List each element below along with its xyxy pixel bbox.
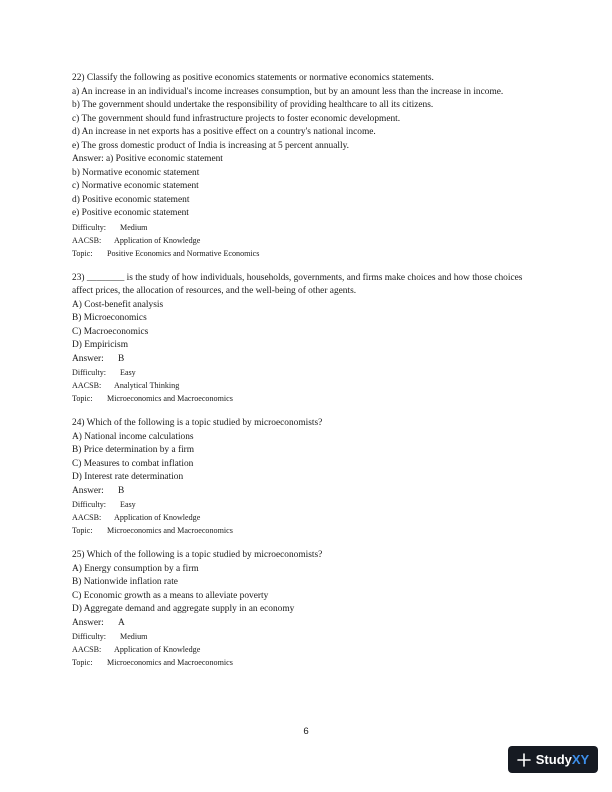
aacsb-label: AACSB: — [72, 381, 102, 390]
aacsb — [72, 379, 542, 392]
aacsb-label: AACSB: — [72, 235, 102, 245]
answer-line — [72, 153, 542, 167]
topic-value: Positive Economics and Normative Economics — [107, 248, 260, 258]
topic — [72, 392, 542, 405]
aacsb-value: Analytical Thinking — [114, 381, 180, 390]
option-a: A) Cost-benefit analysis — [72, 299, 164, 310]
statement-e: e) The gross domestic product of India is increasing at 5 percent annually. — [72, 140, 349, 151]
topic — [72, 656, 542, 669]
answer-label: Answer: — [72, 617, 104, 628]
aacsb — [72, 234, 542, 247]
answer-line: e) Positive economic statement — [72, 208, 189, 218]
difficulty — [72, 630, 542, 643]
answer-line: b) Normative economic statement — [72, 167, 200, 178]
difficulty-label: Difficulty: — [72, 632, 107, 641]
plus-icon — [517, 753, 531, 767]
answer-value: a) Positive economic statement — [106, 154, 223, 164]
option-b: B) Price determination by a firm — [72, 445, 195, 455]
badge-name-accent: XY — [571, 752, 590, 767]
difficulty-label: Difficulty: — [72, 500, 107, 509]
aacsb-label: AACSB: — [72, 645, 102, 654]
option-b: B) Microeconomics — [72, 313, 147, 323]
studyxy-badge[interactable] — [508, 746, 598, 773]
option-b: B) Nationwide inflation rate — [72, 577, 178, 587]
topic-value: Microeconomics and Macroeconomics — [107, 394, 233, 403]
answer-label: Answer: — [72, 485, 104, 496]
difficulty — [72, 366, 542, 379]
topic-value: Microeconomics and Macroeconomics — [107, 526, 233, 535]
option-a: A) Energy consumption by a firm — [72, 563, 199, 574]
answer-line — [72, 617, 542, 631]
badge-name: Study — [535, 752, 572, 767]
option-c: C) Economic growth as a means to alleviate poverty — [72, 590, 269, 601]
aacsb — [72, 511, 542, 524]
topic — [72, 247, 542, 260]
difficulty — [72, 498, 542, 511]
difficulty-label: Difficulty: — [72, 222, 107, 232]
answer-value: B — [118, 485, 125, 496]
answer-label: Answer: — [72, 154, 104, 164]
question-25 — [72, 549, 542, 669]
document-body — [72, 72, 542, 681]
topic-label: Topic: — [72, 394, 93, 403]
question-stem: 22) Classify the following as positive economics statements or normative economics statements. — [72, 73, 434, 83]
option-d: D) Interest rate determination — [72, 472, 184, 482]
question-stem: 25) Which of the following is a topic studied by microeconomists? — [72, 550, 323, 560]
difficulty-value: Easy — [120, 500, 136, 509]
topic-label: Topic: — [72, 658, 93, 667]
answer-value: B — [118, 353, 125, 364]
topic-label: Topic: — [72, 248, 93, 258]
difficulty-label: Difficulty: — [72, 368, 107, 377]
difficulty-value: Easy — [120, 368, 136, 377]
answer-value: A — [118, 617, 125, 628]
question-stem: 24) Which of the following is a topic studied by microeconomists? — [72, 418, 323, 428]
aacsb-value: Application of Knowledge — [114, 235, 201, 245]
difficulty-value: Medium — [120, 222, 148, 232]
answer-line — [72, 353, 542, 367]
difficulty — [72, 221, 542, 234]
aacsb-value: Application of Knowledge — [114, 645, 201, 654]
statement-a: a) An increase in an individual's income increases consumption, but by an amount less than the increase in income. — [72, 86, 504, 97]
topic-label: Topic: — [72, 526, 93, 535]
option-d: D) Empiricism — [72, 340, 128, 350]
statement-d: d) An increase in net exports has a positive effect on a country's national income. — [72, 127, 376, 137]
question-22 — [72, 72, 542, 260]
question-stem: 23) ________ is the study of how individuals, households, governments, and firms make choices and how those choices affect prices, the allocation of resources, and the well-being of other agents. — [72, 272, 523, 296]
topic — [72, 524, 542, 537]
answer-label: Answer: — [72, 353, 104, 364]
answer-line — [72, 485, 542, 499]
topic-value: Microeconomics and Macroeconomics — [107, 658, 233, 667]
option-c: C) Macroeconomics — [72, 326, 149, 337]
aacsb-label: AACSB: — [72, 513, 102, 522]
option-d: D) Aggregate demand and aggregate supply in an economy — [72, 604, 295, 614]
aacsb — [72, 643, 542, 656]
statement-b: b) The government should undertake the responsibility of providing healthcare to all its citizens. — [72, 100, 434, 110]
difficulty-value: Medium — [120, 632, 148, 641]
page-number: 6 — [303, 726, 309, 737]
option-a: A) National income calculations — [72, 431, 194, 442]
aacsb-value: Application of Knowledge — [114, 513, 201, 522]
option-c: C) Measures to combat inflation — [72, 458, 194, 469]
answer-line: d) Positive economic statement — [72, 194, 190, 205]
statement-c: c) The government should fund infrastructure projects to foster economic development. — [72, 113, 401, 124]
question-23 — [72, 272, 542, 406]
question-24 — [72, 417, 542, 537]
answer-line: c) Normative economic statement — [72, 181, 199, 191]
